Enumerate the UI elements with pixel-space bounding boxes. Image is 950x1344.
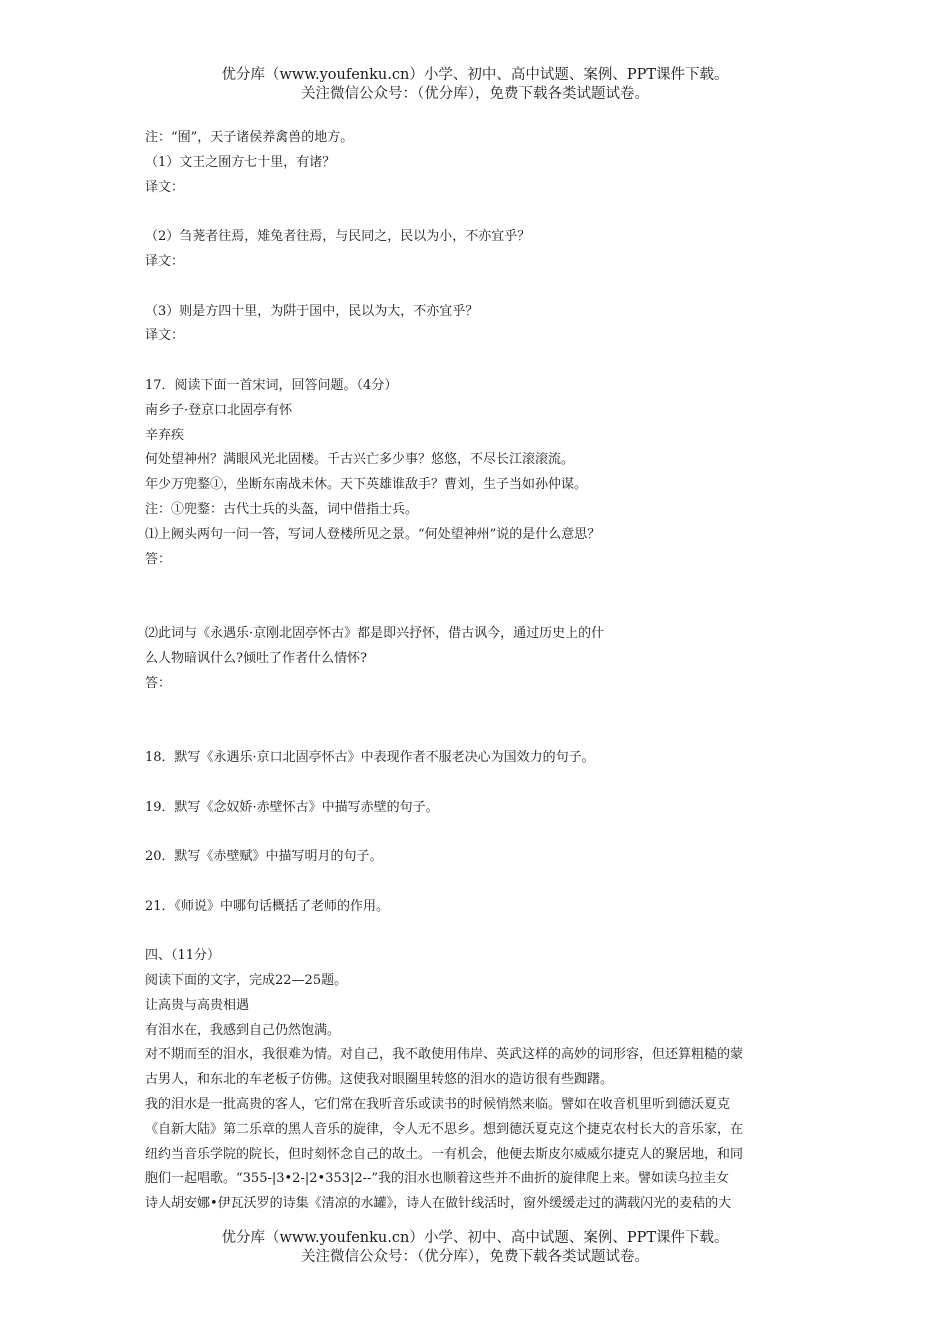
footer-line-1: 优分库（www.youfenku.cn）小学、初中、高中试题、案例、PPT课件下载。 <box>221 1230 729 1246</box>
article-title: 让高贵与高贵相遇 <box>145 997 250 1013</box>
q17-answer-1: 答： <box>145 551 172 567</box>
page-header <box>0 66 950 104</box>
article-p2-line-1: 对不期而至的泪水，我很难为情。对自己，我不敢使用伟岸、英武这样的高妙的词形容，但还算粗糙的蒙 <box>145 1047 744 1063</box>
q16-translation-2: 译文： <box>145 253 185 269</box>
document-body <box>145 126 810 1217</box>
q17-answer-2: 答： <box>145 675 172 691</box>
q17-verse-1: 何处望神州？满眼风光北固楼。千古兴亡多少事？悠悠，不尽长江滚滚流。 <box>145 452 575 468</box>
q16-sentence-3: （3）则是方四十里，为阱于国中，民以为大，不亦宜乎？ <box>145 303 479 319</box>
section4-heading: 四、（11分） <box>145 948 221 964</box>
footer-line-2: 关注微信公众号：（优分库），免费下载各类试题试卷。 <box>301 1249 649 1265</box>
q21: 21．《师说》中哪句话概括了老师的作用。 <box>145 898 390 914</box>
article-p2-line-2: 古男人，和东北的车老板子仿佛。这使我对眼圈里转悠的泪水的造访很有些踟躇。 <box>145 1072 614 1088</box>
header-line-1: 优分库（www.youfenku.cn）小学、初中、高中试题、案例、PPT课件下载。 <box>221 67 729 83</box>
q17-question-2b: 么人物暗讽什么?倾吐了作者什么情怀? <box>145 650 367 666</box>
header-line-2: 关注微信公众号：（优分库），免费下载各类试题试卷。 <box>301 86 649 102</box>
q18: 18．默写《永遇乐·京口北固亭怀古》中表现作者不服老决心为国效力的句子。 <box>145 749 595 765</box>
q17-poem-title: 南乡子·登京口北固亭有怀 <box>145 402 293 418</box>
q17-title: 17．阅读下面一首宋词，回答问题。（4分） <box>145 377 398 393</box>
q16-sentence-2: （2）刍荛者往焉，雉兔者往焉，与民同之，民以为小，不亦宜乎？ <box>145 229 531 245</box>
section4-instruction: 阅读下面的文字，完成22—25题。 <box>145 973 348 989</box>
q16-note: 注：“囿”，天子诸侯养禽兽的地方。 <box>145 130 354 145</box>
q17-note: 注：①兜鍪：古代士兵的头盔，词中借指士兵。 <box>145 501 419 517</box>
article-p3-line-4: 胞们一起唱歌。“355-|3•2-|2•353|2--”我的泪水也顺着这些并不曲折的旋律爬上来。譬如读乌拉圭女 <box>145 1171 730 1187</box>
q17-question-1: ⑴上阙头两句一问一答，写词人登楼所见之景。“何处望神州”说的是什么意思？ <box>145 526 601 542</box>
q17-question-2a: ⑵此词与《永遇乐·京刚北固亭怀古》都是即兴抒怀，借古讽今，通过历史上的什 <box>145 625 605 641</box>
q19: 19．默写《念奴娇·赤壁怀古》中描写赤壁的句子。 <box>145 799 439 815</box>
q20: 20．默写《赤壁赋》中描写明月的句子。 <box>145 849 383 865</box>
q16-sentence-1: （1）文王之囿方七十里，有诸？ <box>145 154 336 170</box>
article-p3-line-2: 《自新大陆》第二乐章的黑人音乐的旋律，令人无不思乡。想到德沃夏克这个捷克农村长大的音乐家，在 <box>145 1121 744 1137</box>
article-p3-line-1: 我的泪水是一批高贵的客人，它们常在我听音乐或读书的时候悄然来临。譬如在收音机里听到德沃夏克 <box>145 1097 731 1113</box>
article-p1: 有泪水在，我感到自己仍然饱满。 <box>145 1022 341 1038</box>
article-p3-line-3: 纽约当音乐学院的院长，但时刻怀念自己的故土。一有机会，他便去斯皮尔威威尔捷克人的聚居地，和同 <box>145 1146 744 1162</box>
q17-author: 辛弃疾 <box>145 427 185 443</box>
q16-translation-1: 译文： <box>145 179 185 195</box>
page-footer <box>0 1229 950 1267</box>
article-p3-line-5: 诗人胡安娜•伊瓦沃罗的诗集《清凉的水罐》，诗人在做针线活时，窗外缓缓走过的满载闪光的麦秸的大 <box>145 1196 732 1212</box>
q16-translation-3: 译文： <box>145 328 185 344</box>
q17-verse-2: 年少万兜鍪①，坐断东南战未休。天下英雄谁敌手？曹刘，生子当如孙仲谋。 <box>145 477 588 493</box>
